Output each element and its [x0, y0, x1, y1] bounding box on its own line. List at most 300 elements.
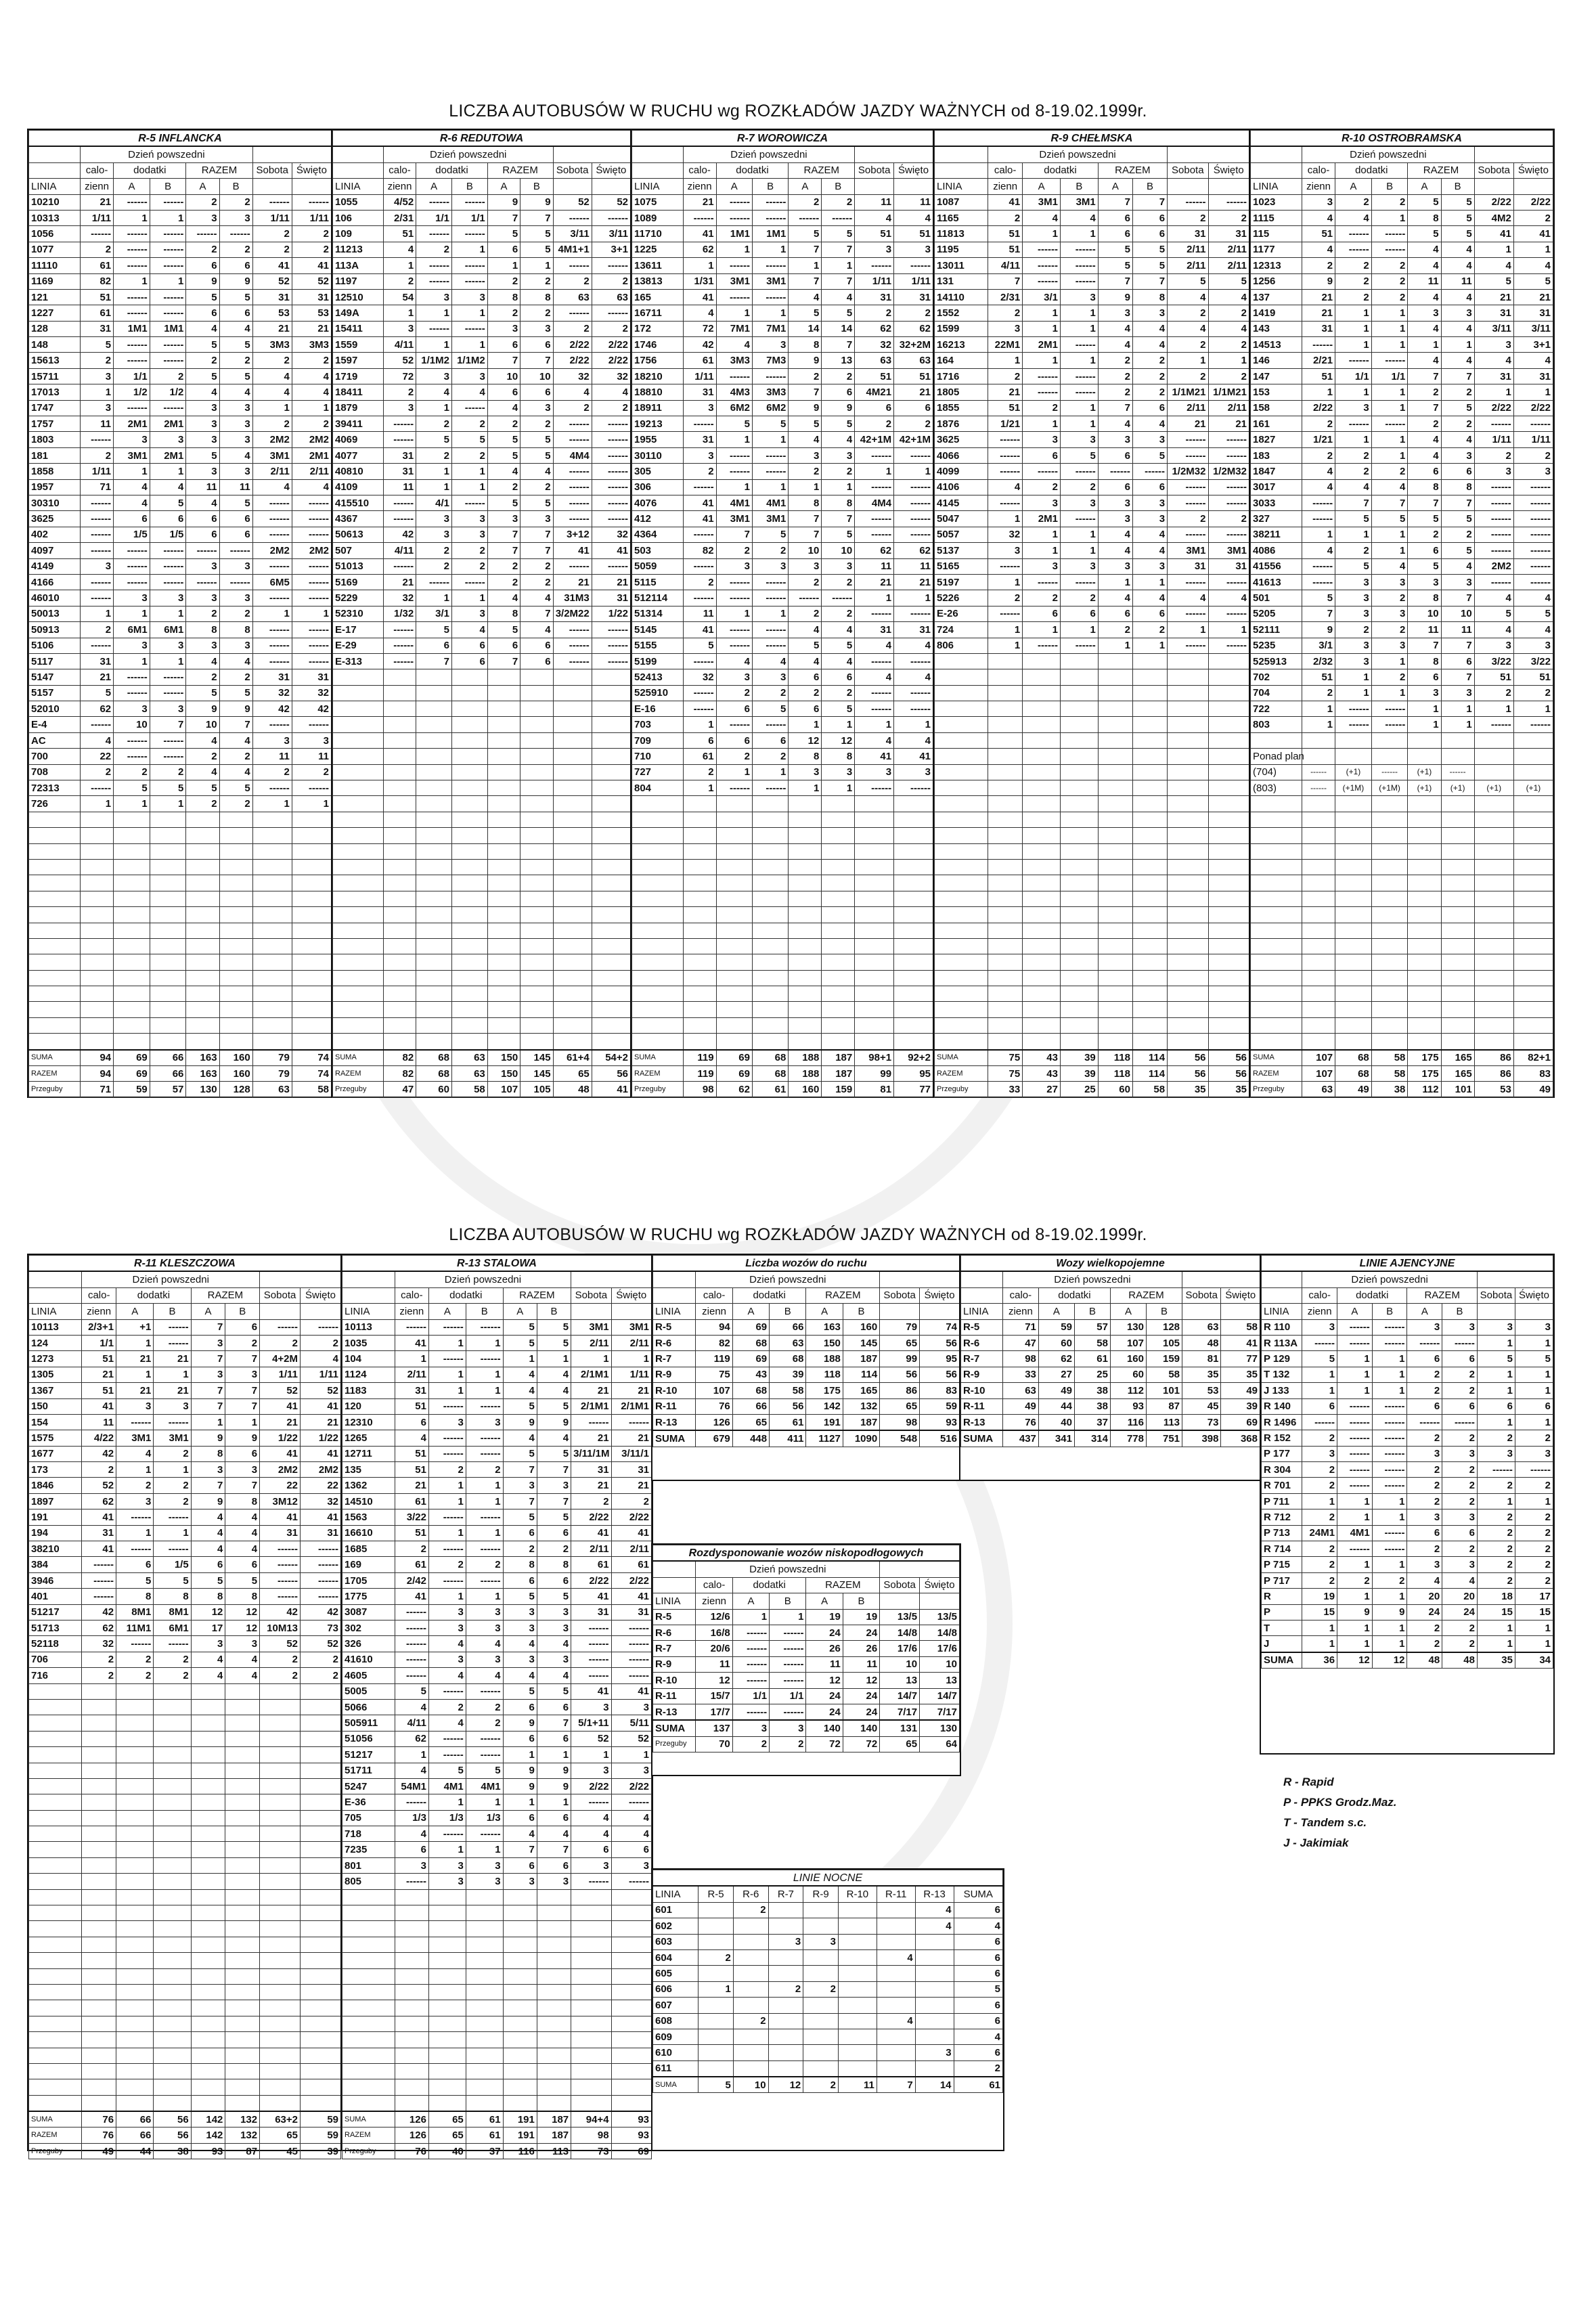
table-row — [333, 606, 631, 621]
value-cell: 2 — [1208, 210, 1249, 225]
value-cell: 1 — [428, 1493, 466, 1509]
value-cell: ------ — [1372, 1446, 1407, 1461]
value-cell — [487, 812, 520, 827]
value-cell: 1 — [1515, 1383, 1553, 1398]
value-cell — [191, 2032, 225, 2048]
value-cell — [752, 875, 788, 891]
value-cell: 11 — [806, 1656, 843, 1672]
line-number — [29, 2016, 82, 2031]
value-cell — [416, 970, 452, 986]
value-cell — [1474, 938, 1513, 954]
value-cell: 7 — [537, 1715, 571, 1731]
value-cell — [1132, 764, 1167, 780]
value-cell: 7 — [789, 527, 822, 542]
value-cell — [611, 2095, 651, 2111]
value-cell: 3 — [1335, 400, 1372, 416]
value-cell: 41 — [1474, 226, 1513, 242]
value-cell — [592, 875, 630, 891]
header-r-10: R-10 — [838, 1886, 877, 1902]
value-cell — [716, 938, 752, 954]
value-cell: 6 — [487, 337, 520, 353]
value-cell: 2 — [416, 558, 452, 574]
value-cell: 31 — [395, 1383, 428, 1398]
value-cell: 2 — [80, 764, 113, 780]
panel-r11 — [27, 1254, 342, 2157]
header-dodatki: dodatki — [428, 1287, 503, 1303]
value-cell — [301, 2016, 341, 2031]
value-cell: 1 — [116, 1525, 154, 1541]
value-cell: ------ — [894, 511, 933, 527]
value-cell: ------ — [611, 1794, 651, 1810]
value-cell — [116, 1953, 154, 1968]
value-cell: 2 — [1441, 527, 1474, 542]
table-row — [961, 1383, 1260, 1398]
value-cell: ------ — [1168, 447, 1208, 463]
line-number: 806 — [935, 638, 988, 653]
value-cell: 6 — [954, 1949, 1002, 1965]
value-cell: 7 — [537, 1493, 571, 1509]
value-cell: 5 — [537, 1683, 571, 1699]
value-cell — [82, 1984, 116, 2000]
line-label: R-13 — [653, 1414, 696, 1430]
value-cell: 17/7 — [696, 1704, 732, 1720]
value-cell — [1371, 828, 1408, 843]
total-label: SUMA — [333, 1050, 384, 1066]
header-swieto: Święto — [920, 1287, 960, 1303]
value-cell: ------ — [466, 1319, 503, 1335]
value-cell — [1098, 717, 1132, 732]
value-cell — [487, 717, 520, 732]
value-cell: 2 — [855, 305, 894, 321]
value-cell: 4/1 — [416, 495, 452, 510]
value-cell: 62 — [395, 1731, 428, 1746]
value-cell — [82, 2032, 116, 2048]
value-cell: 3 — [520, 400, 553, 416]
table-row — [333, 891, 631, 906]
table-row — [333, 1002, 631, 1017]
header-ziennie: zienn — [696, 1304, 732, 1319]
value-cell: 2 — [80, 242, 113, 257]
value-cell — [1513, 732, 1553, 748]
value-cell — [1302, 828, 1335, 843]
value-cell: ------ — [395, 1652, 428, 1667]
value-cell — [114, 986, 150, 1002]
value-cell: ------ — [114, 226, 150, 242]
table-row — [29, 447, 332, 463]
total-value: 63 — [1302, 1082, 1335, 1097]
value-cell: 4 — [537, 1430, 571, 1446]
table-row — [1251, 653, 1553, 669]
value-cell: 2 — [292, 242, 331, 257]
value-cell: 6 — [1060, 606, 1098, 621]
total-value: 107 — [487, 1082, 520, 1097]
value-cell — [1023, 701, 1061, 717]
value-cell: 4 — [855, 638, 894, 653]
value-cell — [699, 2060, 734, 2077]
value-cell — [82, 1889, 116, 1905]
table-row — [1251, 447, 1553, 463]
value-cell: 31 — [592, 590, 630, 606]
total-value: 448 — [732, 1430, 769, 1447]
table-row — [632, 305, 933, 321]
table-row — [342, 1541, 652, 1557]
value-cell: 44 — [1038, 1398, 1074, 1414]
value-cell: 6 — [1441, 464, 1474, 479]
table-row — [653, 1981, 1003, 1997]
total-value: 63 — [252, 1082, 292, 1097]
value-cell — [114, 875, 150, 891]
value-cell: 1 — [1060, 353, 1098, 368]
value-cell: 6M5 — [252, 574, 292, 590]
table-row — [935, 1034, 1249, 1050]
total-value: 11 — [838, 2077, 877, 2093]
value-cell: 21 — [116, 1383, 154, 1398]
value-cell: 1 — [1371, 447, 1408, 463]
line-number: 603 — [653, 1934, 699, 1949]
value-cell: 5 — [186, 337, 219, 353]
value-cell: 2 — [553, 400, 592, 416]
value-cell: ------ — [571, 1636, 611, 1652]
value-cell: 3 — [186, 432, 219, 447]
value-cell: ------ — [1060, 464, 1098, 479]
value-cell: 1 — [683, 258, 716, 273]
value-cell: ------ — [1474, 479, 1513, 495]
value-cell: 1 — [1371, 384, 1408, 400]
line-number: 149A — [333, 305, 384, 321]
table-row — [935, 337, 1249, 353]
value-cell: ------ — [150, 353, 186, 368]
value-cell — [186, 828, 219, 843]
panel-title: Rozdysponowanie wozów niskopodłogowych — [653, 1545, 960, 1562]
value-cell: 2 — [154, 1668, 191, 1683]
value-cell — [838, 2060, 877, 2077]
value-cell — [1441, 1034, 1474, 1050]
table-row — [935, 1002, 1249, 1017]
value-cell: 7 — [487, 527, 520, 542]
value-cell: ------ — [114, 574, 150, 590]
line-number: 1803 — [29, 432, 81, 447]
value-cell: 1 — [225, 1414, 260, 1430]
value-cell: 66 — [770, 1319, 806, 1335]
value-cell: 5 — [537, 1319, 571, 1335]
value-cell: 3 — [466, 1620, 503, 1635]
value-cell: 1 — [503, 1794, 537, 1810]
value-cell: 4M1 — [466, 1778, 503, 1794]
value-cell — [1302, 732, 1335, 748]
value-cell — [553, 859, 592, 875]
value-cell: 51 — [894, 226, 933, 242]
value-cell: 51 — [855, 368, 894, 384]
table-row — [935, 432, 1249, 447]
value-cell: 5 — [466, 1763, 503, 1778]
value-cell: 6 — [1408, 464, 1441, 479]
value-cell: ------ — [82, 1557, 116, 1572]
header-ziennie: zienn — [683, 179, 716, 194]
total-value: 56 — [1208, 1050, 1249, 1066]
line-number: 1805 — [935, 384, 988, 400]
value-cell: 1 — [154, 1367, 191, 1382]
value-cell — [292, 986, 331, 1002]
header-b: B — [770, 1304, 806, 1319]
value-cell — [855, 986, 894, 1002]
value-cell: 3 — [466, 1414, 503, 1430]
value-cell: ------ — [114, 305, 150, 321]
line-number: 1563 — [342, 1509, 395, 1525]
value-cell: 1 — [716, 242, 752, 257]
value-cell — [487, 796, 520, 812]
value-cell — [80, 970, 113, 986]
value-cell: 2 — [520, 479, 553, 495]
value-cell: 4 — [395, 1699, 428, 1715]
value-cell — [1441, 923, 1474, 938]
total-value: 751 — [1147, 1430, 1182, 1447]
value-cell — [451, 764, 487, 780]
value-cell — [186, 875, 219, 891]
value-cell: ------ — [252, 558, 292, 574]
value-cell: 1 — [1372, 1636, 1407, 1652]
value-cell: 4 — [395, 1430, 428, 1446]
value-cell — [789, 828, 822, 843]
total-value: 7 — [877, 2077, 915, 2093]
value-cell — [451, 717, 487, 732]
value-cell: ------ — [252, 638, 292, 653]
value-cell: 2 — [466, 1462, 503, 1478]
value-cell: 2 — [1442, 1430, 1478, 1446]
line-number: 1089 — [632, 210, 684, 225]
total-row-suma — [1251, 1050, 1553, 1066]
value-cell: ------ — [1474, 543, 1513, 558]
value-cell — [1098, 1034, 1132, 1050]
value-cell — [822, 1002, 855, 1017]
value-cell — [225, 2032, 260, 2048]
table-row — [653, 1625, 960, 1640]
line-number — [342, 1905, 395, 1921]
value-cell: 31 — [383, 447, 416, 463]
value-cell — [1474, 907, 1513, 923]
value-cell — [877, 1934, 915, 1949]
value-cell — [1513, 1017, 1553, 1033]
value-cell: ------ — [716, 464, 752, 479]
value-cell: 2 — [1337, 1572, 1373, 1588]
value-cell: 5 — [487, 447, 520, 463]
table-row — [632, 653, 933, 669]
value-cell: ------ — [1441, 764, 1474, 780]
value-cell — [1441, 954, 1474, 970]
value-cell: 42 — [82, 1446, 116, 1461]
value-cell: 2 — [503, 1541, 537, 1557]
value-cell: (+1) — [1408, 764, 1441, 780]
line-number: 384 — [29, 1557, 82, 1572]
value-cell: 3 — [451, 368, 487, 384]
value-cell: 2 — [1302, 685, 1335, 701]
value-cell — [716, 907, 752, 923]
header-dodatki: dodatki — [116, 1287, 192, 1303]
line-number — [29, 1017, 81, 1033]
value-cell: 10 — [880, 1656, 920, 1672]
value-cell — [154, 1810, 191, 1826]
value-cell: 10 — [487, 368, 520, 384]
line-number: AC — [29, 732, 81, 748]
value-cell: 4 — [191, 1652, 225, 1667]
value-cell: ------ — [80, 495, 113, 510]
line-number: 512114 — [632, 590, 684, 606]
table-row — [935, 447, 1249, 463]
value-cell — [1371, 1017, 1408, 1033]
line-label: R-6 — [653, 1625, 696, 1640]
value-cell — [1060, 764, 1098, 780]
header-a: A — [1023, 179, 1061, 194]
line-number: E-17 — [333, 622, 384, 638]
total-label: RAZEM — [29, 1066, 81, 1082]
header-blank — [880, 1304, 920, 1319]
value-cell: 8 — [186, 622, 219, 638]
value-cell: 1 — [1168, 622, 1208, 638]
value-cell: 7 — [191, 1383, 225, 1398]
value-cell: 7 — [537, 1462, 571, 1478]
value-cell: ------ — [592, 638, 630, 653]
value-cell: 51 — [988, 242, 1023, 257]
value-cell: 41 — [683, 226, 716, 242]
value-cell: 2 — [1302, 1509, 1337, 1525]
line-number: 727 — [632, 764, 684, 780]
value-cell — [150, 891, 186, 906]
value-cell: ------ — [732, 1641, 769, 1656]
value-cell: 3/11/1M — [571, 1446, 611, 1461]
value-cell — [503, 1921, 537, 1937]
value-cell: 2/11 — [292, 464, 331, 479]
value-cell: 2 — [82, 1462, 116, 1478]
value-cell: 3 — [219, 638, 252, 653]
value-cell — [894, 907, 933, 923]
value-cell: 7 — [191, 1351, 225, 1367]
value-cell — [225, 1953, 260, 1968]
table-row — [333, 796, 631, 812]
header-blank — [880, 1593, 920, 1609]
value-cell: ------ — [894, 780, 933, 796]
value-cell — [1441, 749, 1474, 764]
total-value: 175 — [1408, 1066, 1441, 1082]
value-cell: 2 — [219, 796, 252, 812]
value-cell: 2 — [186, 796, 219, 812]
value-cell: ------ — [1168, 574, 1208, 590]
line-number — [935, 859, 988, 875]
value-cell: 5 — [683, 638, 716, 653]
total-value: 132 — [225, 2127, 260, 2143]
table-row — [29, 1430, 341, 1446]
value-cell — [1408, 938, 1441, 954]
value-cell — [428, 2079, 466, 2095]
total-value: 69 — [114, 1066, 150, 1082]
value-cell — [395, 2079, 428, 2095]
value-cell — [260, 1953, 301, 1968]
value-cell: 3/22 — [395, 1509, 428, 1525]
value-cell — [733, 1966, 768, 1981]
value-cell: ------ — [1208, 638, 1249, 653]
total-value: 150 — [487, 1066, 520, 1082]
line-number — [29, 970, 81, 986]
table-row — [29, 1335, 341, 1350]
value-cell: 41 — [683, 289, 716, 305]
value-cell — [252, 891, 292, 906]
value-cell: 4 — [503, 1430, 537, 1446]
value-cell: 2/11 — [611, 1541, 651, 1557]
table-row — [29, 1002, 332, 1017]
table-row — [333, 843, 631, 859]
value-cell — [1023, 986, 1061, 1002]
value-cell: 3 — [1515, 1446, 1553, 1461]
value-cell — [503, 1889, 537, 1905]
line-number: 191 — [29, 1509, 82, 1525]
line-number: 1169 — [29, 273, 81, 289]
value-cell: ------ — [466, 1541, 503, 1557]
table-row — [29, 1794, 341, 1810]
table-row — [342, 1509, 652, 1525]
table-row — [1251, 258, 1553, 273]
value-cell: 82 — [696, 1335, 732, 1350]
total-value: 56 — [1208, 1066, 1249, 1082]
value-cell: 1 — [451, 242, 487, 257]
value-cell — [1474, 764, 1513, 780]
value-cell — [301, 1731, 341, 1746]
value-cell — [822, 907, 855, 923]
total-value: 37 — [466, 2143, 503, 2159]
value-cell: 1/22 — [592, 606, 630, 621]
value-cell — [260, 1874, 301, 1889]
line-number — [29, 1731, 82, 1746]
value-cell: ------ — [260, 1319, 301, 1335]
value-cell — [1441, 1002, 1474, 1017]
value-cell: 5 — [1441, 543, 1474, 558]
total-value: 114 — [1132, 1050, 1167, 1066]
value-cell: 2/22 — [571, 1572, 611, 1588]
value-cell: 3 — [80, 558, 113, 574]
value-cell: ------ — [894, 495, 933, 510]
value-cell — [752, 954, 788, 970]
value-cell: 2 — [1513, 447, 1553, 463]
value-cell: ------ — [252, 194, 292, 210]
value-cell: 5 — [537, 1589, 571, 1604]
value-cell: 4 — [1408, 432, 1441, 447]
value-cell: 2/1M1 — [571, 1398, 611, 1414]
value-cell — [1513, 859, 1553, 875]
value-cell — [191, 1857, 225, 1873]
header-blank — [653, 1271, 696, 1287]
value-cell — [1335, 812, 1372, 827]
line-number — [342, 2095, 395, 2111]
value-cell — [1060, 986, 1098, 1002]
value-cell: 6 — [1407, 1398, 1442, 1414]
value-cell: 2 — [487, 574, 520, 590]
value-cell — [383, 859, 416, 875]
value-cell: 2 — [301, 1335, 341, 1350]
table-row — [935, 368, 1249, 384]
value-cell: 42+1M — [894, 432, 933, 447]
table-row — [632, 717, 933, 732]
value-cell: 3 — [219, 590, 252, 606]
value-cell: 1 — [451, 305, 487, 321]
line-number: (803) — [1251, 780, 1302, 796]
value-cell: 5 — [1441, 400, 1474, 416]
line-label: R-7 — [961, 1351, 1003, 1367]
value-cell — [225, 2095, 260, 2111]
value-cell: 3 — [1408, 685, 1441, 701]
value-cell — [1441, 986, 1474, 1002]
total-value: 82 — [383, 1050, 416, 1066]
value-cell: 6 — [1302, 1398, 1337, 1414]
header-a: A — [116, 1304, 154, 1319]
value-cell — [191, 1747, 225, 1763]
value-cell: 1 — [1515, 1335, 1553, 1350]
